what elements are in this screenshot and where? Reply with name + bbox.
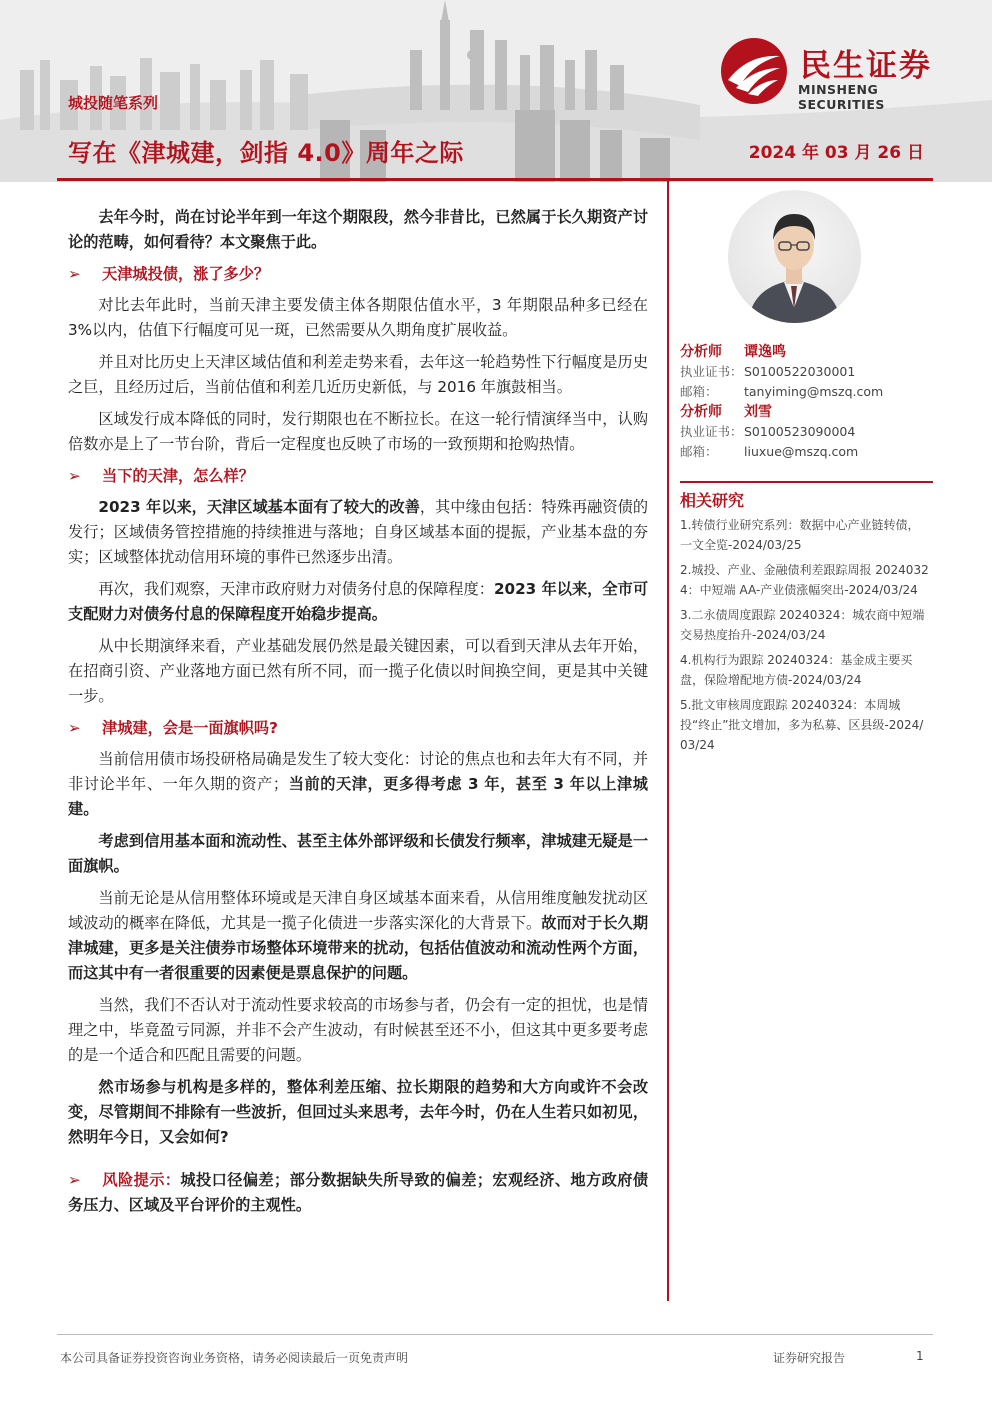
analyst-photo (728, 190, 861, 323)
section-heading-2 (68, 464, 648, 489)
header-divider (57, 178, 933, 181)
analyst-1-name-row (680, 342, 932, 362)
related-item[interactable]: 3.二永债周度跟踪 20240324：城农商中短端交易热度抬升-2024/03/24 (680, 608, 925, 642)
email-link[interactable]: liuxue@mszq.com (744, 444, 859, 459)
analyst-2-email-row (680, 442, 932, 462)
analyst-name: 谭逸鸣 (744, 344, 786, 360)
related-research-title: 相关研究 (680, 491, 745, 510)
related-item[interactable]: 4.机构行为跟踪 20240324：基金成主要买盘，保险增配地方债-2024/03/24 (680, 653, 913, 687)
heading-text: 津城建，会是一面旗帜吗? (102, 719, 278, 737)
paragraph (68, 829, 648, 879)
bold-text: 然市场参与机构是多样的，整体利差压缩、拉长期限的趋势和大方向或许不会改变，尽管期间不排除有一些波折，但回过头来思考，去年今时，仍在人生若只如初见，然明年今日，又会如何? (68, 1078, 648, 1146)
bold-text: 当前的天津，更多得考虑 3 年，甚至 3 年以上津城建。 (68, 775, 648, 818)
page-number: 1 (916, 1349, 924, 1363)
company-logo (718, 36, 968, 112)
analyst-role: 分析师 (680, 344, 722, 360)
report-date: 2024 年 03 月 26 日 (748, 143, 924, 163)
arrow-icon: ➢ (68, 719, 81, 737)
cert-number: S0100523090004 (744, 424, 856, 439)
analyst-1-cert-row (680, 362, 932, 382)
arrow-icon: ➢ (68, 1171, 81, 1189)
email-label: 邮箱： (680, 444, 718, 459)
series-label: 城投随笔系列 (68, 94, 159, 112)
cert-label: 执业证书： (680, 364, 743, 379)
logo-english-name: MINSHENG SECURITIES (798, 82, 885, 112)
bold-text: 2023 年以来，天津区域基本面有了较大的改善 (98, 498, 420, 516)
paragraph: 对比去年此时，当前天津主要发债主体各期限估值水平，3 年期限品种多已经在 3%以内，估值下行幅度可见一斑，已然需要从久期角度扩展收益。 (68, 296, 648, 339)
section-heading-1 (68, 262, 648, 287)
related-research-list (680, 515, 930, 760)
arrow-icon: ➢ (68, 265, 81, 283)
related-item[interactable]: 2.城投、产业、金融债利差跟踪周报 20240324：中短端 AA-产业债涨幅突出-2024/03/24 (680, 563, 929, 597)
analyst-info (680, 342, 932, 462)
logo-chinese-name: 民生证券 (800, 48, 932, 84)
email-link[interactable]: tanyiming@mszq.com (744, 384, 884, 399)
risk-warning (68, 1168, 648, 1218)
footer-divider (57, 1334, 933, 1335)
paragraph: 从中长期演绎来看，产业基础发展仍然是最关键因素，可以看到天津从去年开始，在招商引资、产业落地方面已然有所不同，而一揽子化债以时间换空间，更是其中关键一步。 (68, 637, 648, 705)
intro-text: 去年今时，尚在讨论半年到一年这个期限段，然今非昔比，已然属于长久期资产讨论的范畴，如何看待？本文聚焦于此。 (68, 208, 648, 251)
paragraph (68, 747, 648, 822)
paragraph (68, 577, 648, 627)
paragraph (68, 1075, 648, 1150)
related-item[interactable]: 1.转债行业研究系列：数据中心产业链转债，一文全览-2024/03/25 (680, 518, 920, 552)
cert-label: 执业证书： (680, 424, 743, 439)
bold-text: 2023 年以来，全市可支配财力对债务付息的保障程度开始稳步提高。 (68, 580, 649, 623)
heading-text: 天津城投债，涨了多少？ (102, 265, 270, 283)
paragraph (68, 886, 648, 986)
analyst-role: 分析师 (680, 404, 722, 420)
bold-text: 故而对于长久期津城建，更多是关注债券市场整体环境带来的扰动，包括估值波动和流动性两个方面，而这其中有一者很重要的因素便是票息保护的问题。 (68, 914, 649, 982)
analyst-2-name-row (680, 402, 932, 422)
risk-text: 城投口径偏差；部分数据缺失所导致的偏差；宏观经济、地方政府债务压力、区域及平台评价的主观性。 (68, 1171, 649, 1214)
analyst-1-email-row (680, 382, 932, 402)
header-banner (0, 0, 992, 182)
column-divider (667, 181, 669, 1301)
intro-paragraph (68, 205, 648, 255)
text: 当前无论是从信用整体环境或是天津自身区域基本面来看，从信用维度触发扰动区域波动的概率在降低，尤其是一揽子化债进一步落实深化的大背景下。 (68, 889, 648, 932)
minsheng-logo-icon (718, 36, 790, 106)
footer-disclaimer: 本公司具备证券投资咨询业务资格，请务必阅读最后一页免责声明 (60, 1351, 409, 1365)
cert-number: S0100522030001 (744, 364, 856, 379)
analyst-2-cert-row (680, 422, 932, 442)
paragraph: 并且对比历史上天津区域估值和利差走势来看，去年这一轮趋势性下行幅度是历史之巨，且经历过后，当前估值和利差几近历史新低，与 2016 年旗鼓相当。 (68, 353, 648, 396)
paragraph: 当然，我们不否认对于流动性要求较高的市场参与者，仍会有一定的担忧，也是情理之中，毕竟盈亏同源，并非不会产生波动，有时候甚至还不小，但这其中更多要考虑的是一个适合和匹配且需要的问题。 (68, 996, 648, 1064)
related-item[interactable]: 5.批文审核周度跟踪 20240324：本周城投“终止”批文增加，多为私募、区县级-2024/03/24 (680, 698, 924, 752)
heading-text: 当下的天津，怎么样？ (102, 467, 254, 485)
main-content (68, 205, 648, 1225)
email-label: 邮箱： (680, 384, 718, 399)
analyst-name: 刘雪 (744, 404, 772, 420)
bold-text: 考虑到信用基本面和流动性、甚至主体外部评级和长债发行频率，津城建无疑是一面旗帜。 (68, 832, 648, 875)
arrow-icon: ➢ (68, 467, 81, 485)
report-title: 写在《津城建，剑指 4.0》周年之际 (68, 139, 464, 167)
text: ，其中缘由包括：特殊再融资债的发行；区域债务管控措施的持续推进与落地；自身区域基本面的提振，产业基本盘的夯实；区域整体扰动信用环境的事件已然逐步出清。 (68, 498, 649, 566)
text: 再次，我们观察，天津市政府财力对债务付息的保障程度： (98, 580, 494, 598)
paragraph (68, 495, 648, 570)
section-heading-3 (68, 716, 648, 741)
paragraph: 区域发行成本降低的同时，发行期限也在不断拉长。在这一轮行情演绎当中，认购倍数亦是上了一节台阶，背后一定程度也反映了市场的一致预期和抢购热情。 (68, 410, 648, 453)
analyst-portrait-icon (728, 190, 861, 323)
risk-label: 风险提示： (102, 1171, 181, 1189)
text: 当前信用债市场投研格局确是发生了较大变化：讨论的焦点也和去年大有不同，并非讨论半年、一年久期的资产； (68, 750, 648, 793)
footer-report-type: 证券研究报告 (773, 1351, 846, 1365)
related-divider (680, 481, 933, 483)
